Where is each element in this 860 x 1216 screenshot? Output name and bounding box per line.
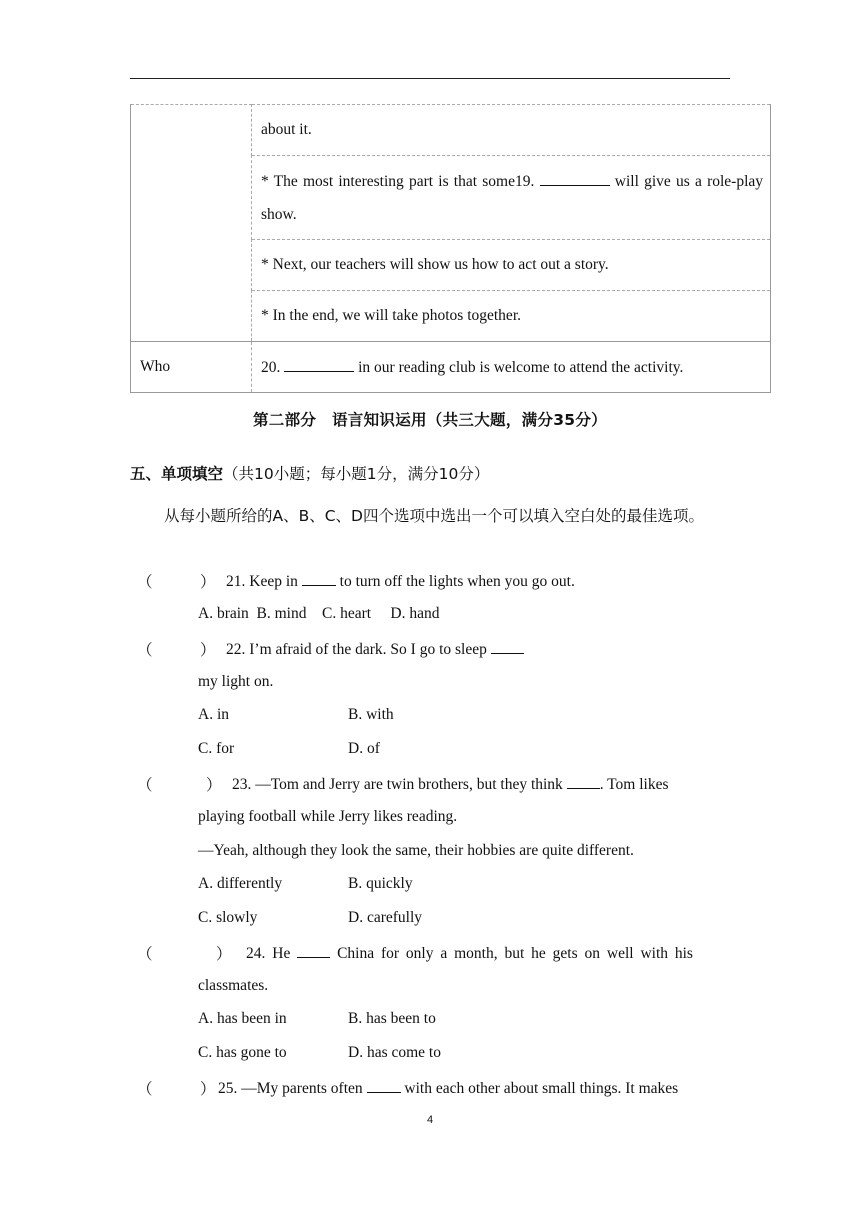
question-text: 24. He <box>246 945 291 962</box>
option-c: C. slowly <box>198 909 258 926</box>
table-cell: * In the end, we will take photos together. <box>252 291 771 342</box>
activity-table <box>130 104 771 393</box>
answer-paren-close: ） <box>216 946 232 963</box>
answer-blank-24[interactable] <box>297 943 330 958</box>
answer-paren-close: ） <box>206 777 222 794</box>
answer-paren-open: （ <box>137 1081 153 1098</box>
question-21-options: A. brain B. mind C. heart D. hand <box>198 605 440 622</box>
cell-text: 20. <box>261 359 281 376</box>
part-heading: 五、单项填空 <box>130 465 224 483</box>
option-d: D. of <box>348 740 380 757</box>
answer-blank-20[interactable] <box>284 357 354 372</box>
cell-paragraph <box>261 165 763 231</box>
table-cell <box>252 156 771 240</box>
table-label-cell: Who <box>131 342 252 393</box>
question-text: . Tom likes <box>599 776 669 793</box>
question-text: with each other about small things. It makes <box>404 1080 679 1097</box>
table-cell: * Next, our teachers will show us how to act out a story. <box>252 240 771 291</box>
question-24-continuation: classmates. <box>198 977 269 994</box>
question-text: China for only a month, but he gets on well with his <box>337 945 693 962</box>
answer-blank-25[interactable] <box>367 1078 401 1093</box>
option-c: C. for <box>198 740 235 757</box>
cell-text: in our reading club is welcome to attend the activity. <box>358 359 684 376</box>
cell-text: role-play show. <box>261 172 764 223</box>
answer-paren-close: ） <box>200 1081 216 1098</box>
section-title: 第二部分 语言知识运用（共三大题，满分35分） <box>253 411 607 429</box>
answer-blank-22[interactable] <box>491 639 524 654</box>
option-b: B. with <box>348 706 394 723</box>
answer-paren-close: ） <box>200 642 216 659</box>
question-text: 23. —Tom and Jerry are twin brothers, but they think <box>232 776 563 793</box>
part-subtitle: （共10小题；每小题1分，满分10分） <box>223 465 490 483</box>
option-a: A. has been in <box>198 1010 287 1027</box>
option-b: B. has been to <box>348 1010 436 1027</box>
answer-blank-23[interactable] <box>567 774 600 789</box>
question-25-stem <box>218 1078 678 1098</box>
table-row <box>131 342 771 393</box>
table-label-cell-empty <box>131 105 252 342</box>
answer-blank-21[interactable] <box>302 571 336 586</box>
answer-paren-open: （ <box>137 777 153 794</box>
answer-paren-open: （ <box>137 574 153 591</box>
page-number: 4 <box>426 1114 434 1126</box>
option-c: C. has gone to <box>198 1044 287 1061</box>
question-text: to turn off the lights when you go out. <box>339 573 575 590</box>
instruction-text: 从每小题所给的A、B、C、D四个选项中选出一个可以填入空白处的最佳选项。 <box>164 507 704 525</box>
option-d: D. carefully <box>348 909 423 926</box>
header-rule <box>130 78 730 79</box>
question-21-stem <box>226 571 575 591</box>
table-row <box>131 105 771 156</box>
table-cell <box>252 342 771 393</box>
option-a: A. in <box>198 706 229 723</box>
cell-text: will give us a <box>614 172 702 190</box>
question-23-stem <box>232 774 669 794</box>
question-22-continuation: my light on. <box>198 673 274 690</box>
option-b: B. quickly <box>348 875 413 892</box>
cell-text: * The most interesting part is that some19. <box>261 172 535 190</box>
answer-blank-19[interactable] <box>540 171 610 186</box>
question-24-stem <box>246 943 693 963</box>
question-23-reply: —Yeah, although they look the same, their hobbies are quite different. <box>198 842 634 859</box>
answer-paren-open: （ <box>137 946 153 963</box>
question-text: 21. Keep in <box>226 573 298 590</box>
question-22-stem <box>226 639 524 659</box>
answer-paren-open: （ <box>137 642 153 659</box>
table-cell: about it. <box>252 105 771 156</box>
answer-paren-close: ） <box>200 574 216 591</box>
part-title <box>130 462 489 484</box>
question-23-continuation: playing football while Jerry likes reading. <box>198 808 458 825</box>
option-a: A. differently <box>198 875 283 892</box>
question-text: 22. I’m afraid of the dark. So I go to sleep <box>226 641 487 658</box>
option-d: D. has come to <box>348 1044 441 1061</box>
question-text: 25. —My parents often <box>218 1080 363 1097</box>
